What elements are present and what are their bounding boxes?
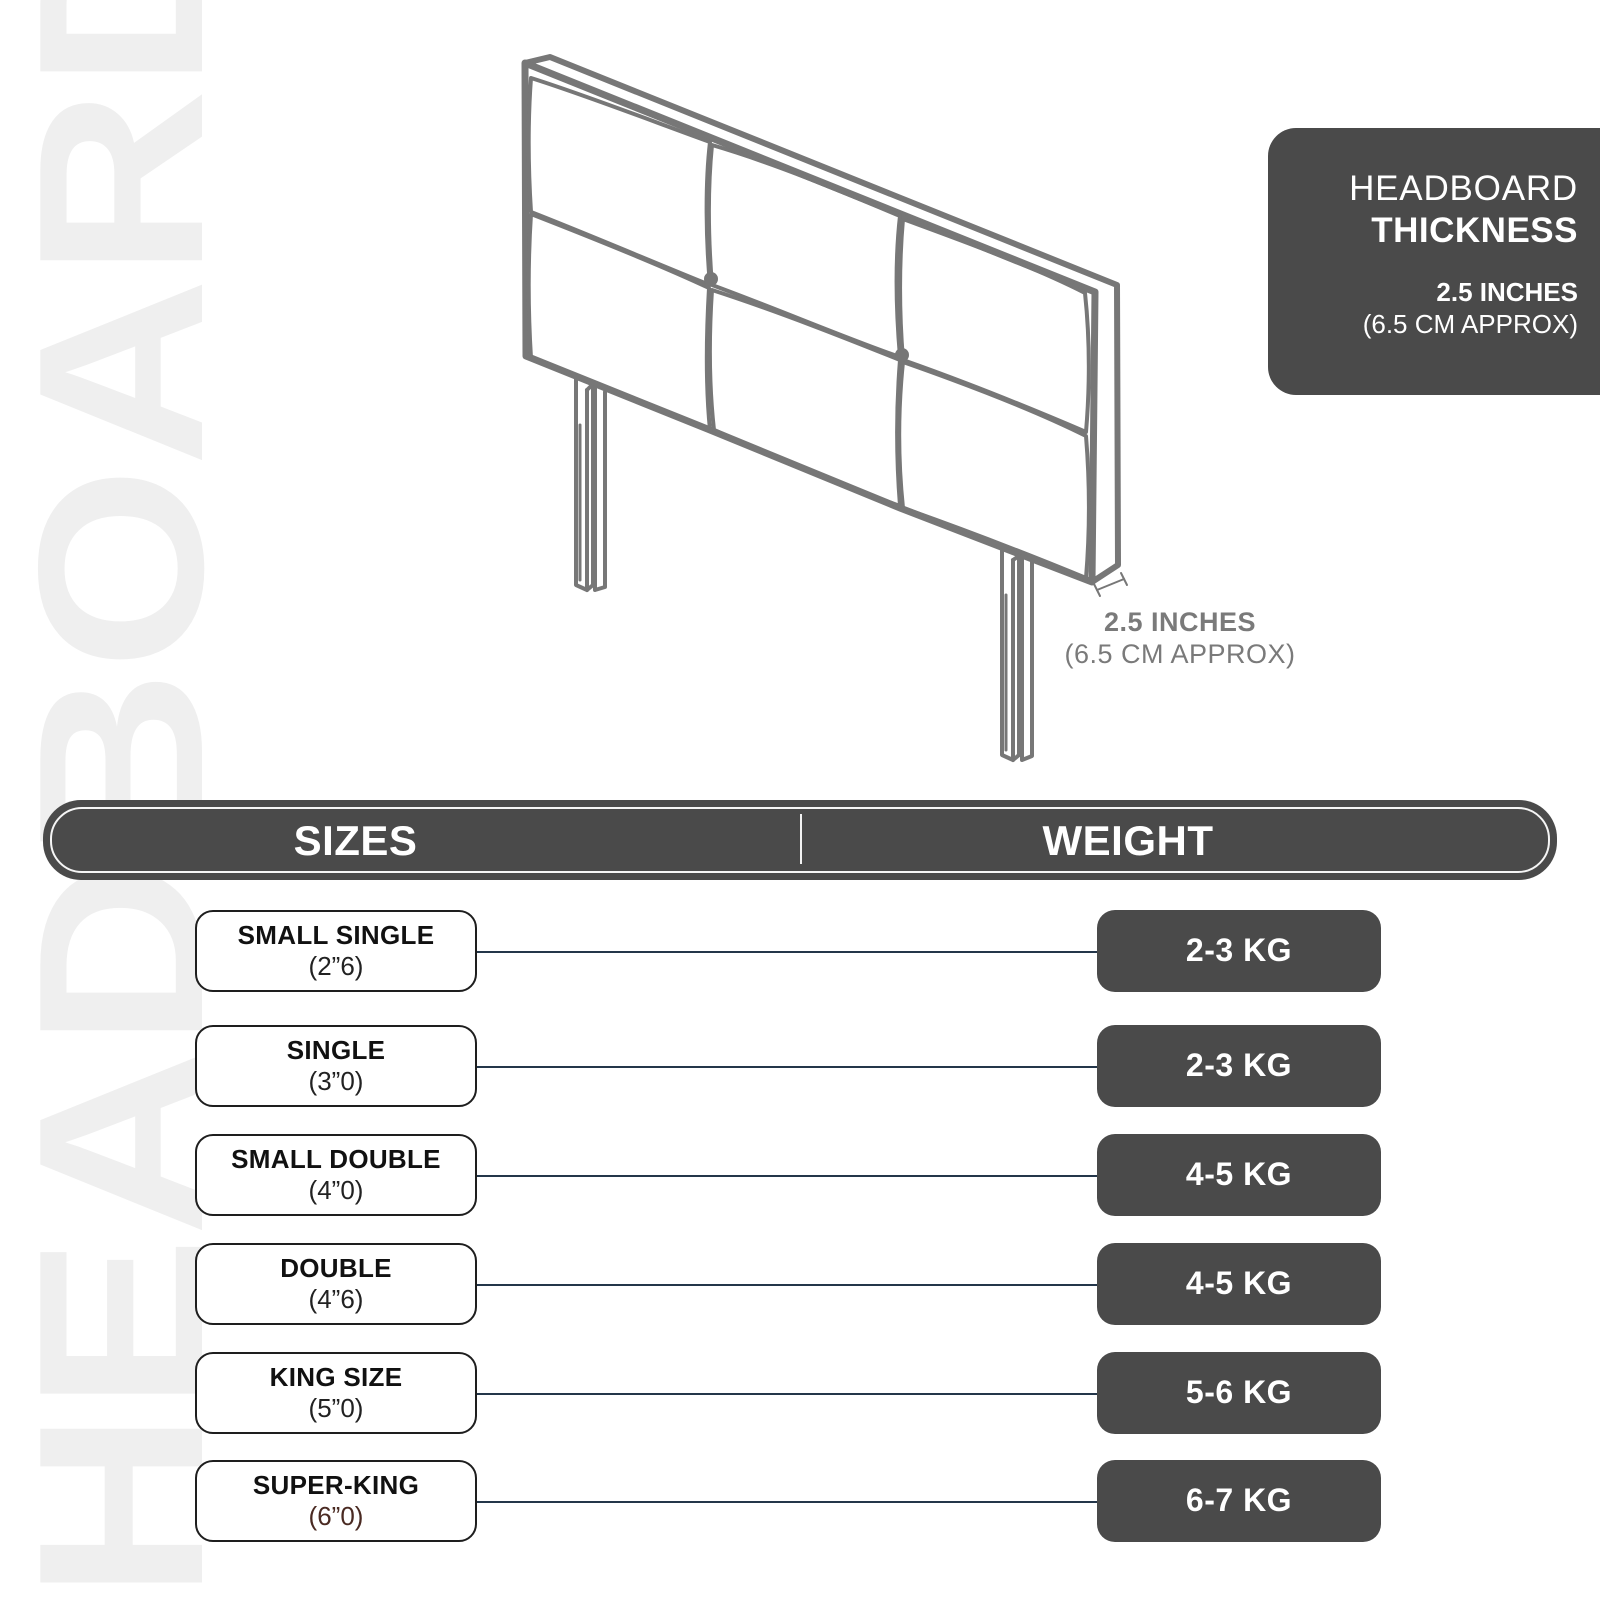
size-label-box — [195, 1243, 477, 1325]
row-connector-line — [477, 1175, 1097, 1177]
size-row-single — [195, 1025, 1385, 1107]
size-dimension: (5”0) — [308, 1393, 364, 1423]
info-card-title-line1: HEADBOARD — [1349, 169, 1578, 208]
weight-badge: 4-5 KG — [1097, 1134, 1381, 1216]
dimension-approx: (6.5 CM APPROX) — [1064, 639, 1296, 669]
size-name: DOUBLE — [280, 1253, 392, 1283]
weight-badge: 6-7 KG — [1097, 1460, 1381, 1542]
size-name: KING SIZE — [269, 1362, 403, 1392]
size-name: SUPER-KING — [252, 1470, 420, 1500]
size-name: SINGLE — [286, 1035, 386, 1065]
sizes-column-title: SIZES — [293, 817, 418, 864]
size-row-small-double — [195, 1134, 1385, 1216]
row-connector-line — [477, 951, 1097, 953]
dimension-value: 2.5 INCHES — [1103, 607, 1257, 637]
weight-column-title: WEIGHT — [1042, 817, 1214, 864]
weight-badge: 5-6 KG — [1097, 1352, 1381, 1434]
size-dimension: (2”6) — [308, 951, 364, 981]
size-label-box — [195, 910, 477, 992]
weight-badge: 4-5 KG — [1097, 1243, 1381, 1325]
size-dimension: (4”6) — [308, 1284, 364, 1314]
size-label-box — [195, 1352, 477, 1434]
size-label-box — [195, 1025, 477, 1107]
row-connector-line — [477, 1393, 1097, 1395]
size-row-small-single — [195, 910, 1385, 992]
weight-badge: 2-3 KG — [1097, 910, 1381, 992]
size-dimension: (4”0) — [308, 1175, 364, 1205]
size-label-box — [195, 1460, 477, 1542]
size-row-super-king — [195, 1460, 1385, 1542]
size-name: SMALL SINGLE — [237, 920, 435, 950]
size-row-king-size — [195, 1352, 1385, 1434]
size-name: SMALL DOUBLE — [231, 1144, 441, 1174]
size-dimension: (3”0) — [308, 1066, 364, 1096]
size-row-double — [195, 1243, 1385, 1325]
row-connector-line — [477, 1501, 1097, 1503]
row-connector-line — [477, 1066, 1097, 1068]
row-connector-line — [477, 1284, 1097, 1286]
info-card-value: 2.5 INCHES — [1436, 277, 1578, 307]
info-card-approx: (6.5 CM APPROX) — [1362, 309, 1578, 339]
info-card-title-line2: THICKNESS — [1371, 211, 1578, 250]
size-label-box — [195, 1134, 477, 1216]
weight-badge: 2-3 KG — [1097, 1025, 1381, 1107]
size-dimension: (6”0) — [308, 1501, 364, 1531]
